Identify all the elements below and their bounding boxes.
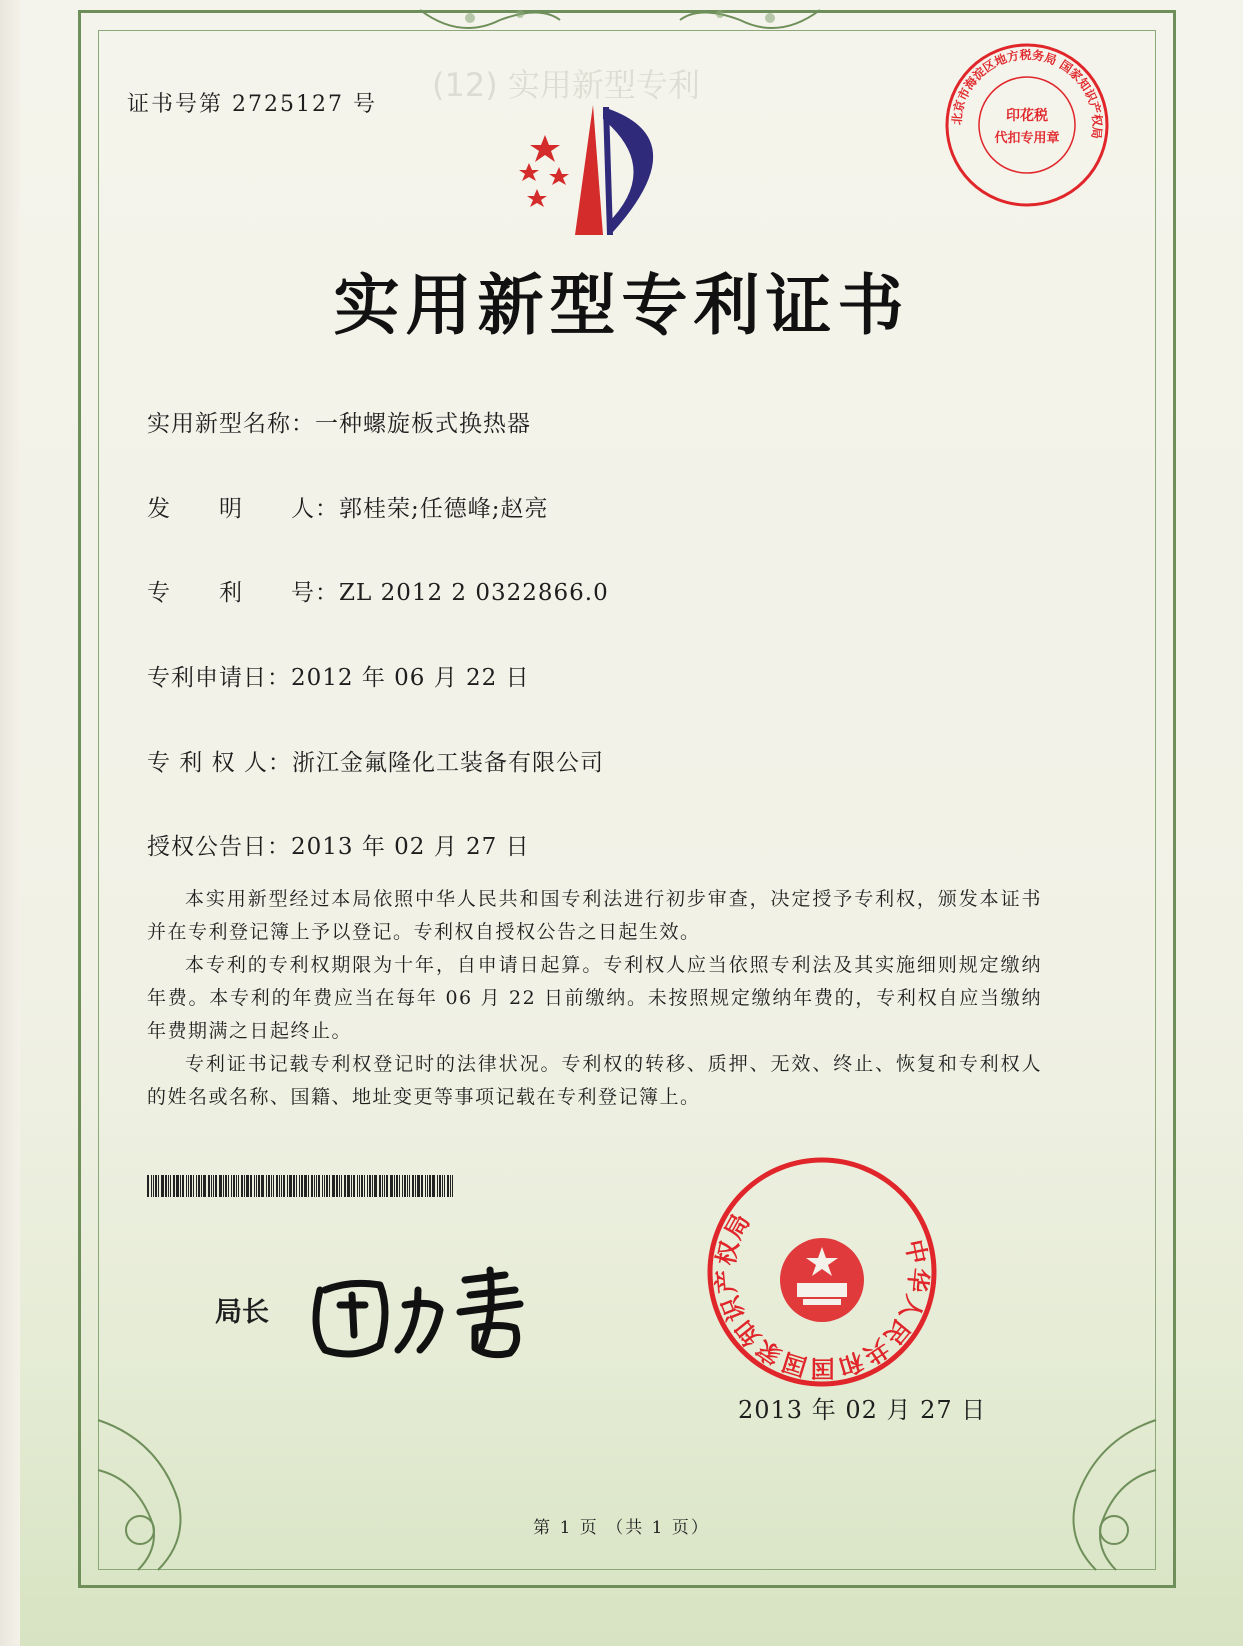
field-label: 授权公告日： — [147, 834, 291, 860]
certificate-number-value: 2725127 — [232, 92, 344, 117]
field-value: 2013 年 02 月 27 日 — [291, 834, 530, 860]
field-value: 郭桂荣;任德峰;赵亮 — [339, 496, 549, 522]
field-value: 2012 年 06 月 22 日 — [291, 665, 530, 691]
field-patentee — [147, 744, 604, 777]
watermark-header: (12) 实用新型专利 — [432, 66, 700, 104]
stamp-center-line2: 代扣专用章 — [994, 131, 1060, 146]
cnipa-logo-icon — [515, 85, 695, 245]
cnipa-official-seal — [705, 1155, 940, 1390]
body-paragraph: 本实用新型经过本局依照中华人民共和国专利法进行初步审查，决定授予专利权，颁发本证书并在专利登记簿上予以登记。专利权自授权公告之日起生效。 — [147, 888, 1042, 943]
field-filing-date — [147, 659, 530, 692]
certificate-title: 实用新型专利证书 — [333, 267, 910, 344]
field-label: 专 利 号： — [147, 580, 339, 606]
field-utility-model-name — [147, 405, 531, 438]
field-grant-date — [147, 828, 530, 861]
field-label: 发 明 人： — [147, 496, 339, 522]
page-edge — [0, 0, 20, 1646]
national-emblem-icon — [780, 1238, 864, 1322]
page-number: 第 1 页 （共 1 页） — [533, 1518, 710, 1538]
field-patent-number — [147, 574, 609, 607]
field-value: ZL 2012 2 0322866.0 — [339, 580, 609, 606]
certificate-number-suffix: 号 — [353, 92, 378, 117]
seal-date: 2013 年 02 月 27 日 — [738, 1396, 987, 1424]
field-label: 实用新型名称： — [147, 411, 315, 437]
svg-text:北京市海淀区地方税务局 国家知识产权局 — [950, 47, 1106, 140]
field-inventors — [147, 490, 549, 523]
certificate-number-label: 证书号第 — [127, 92, 224, 117]
field-label: 专利申请日： — [147, 665, 291, 691]
certificate-number — [127, 87, 377, 118]
field-value: 浙江金氟隆化工装备有限公司 — [291, 750, 604, 776]
director-signature — [300, 1250, 560, 1370]
barcode — [147, 1175, 457, 1197]
body-paragraph: 本专利的专利权期限为十年，自申请日起算。专利权人应当依照专利法及其实施细则规定缴纳年费。本专利的年费应当在每年 06 月 22 日前缴纳。未按照规定缴纳年费的，专利权自应当缴纳年费期满之日起终止。 — [147, 954, 1042, 1042]
stamp-center-line1: 印花税 — [1006, 108, 1048, 124]
stamp-ring-text: 北京市海淀区地方税务局 国家知识产权局 — [949, 47, 1105, 140]
certificate-body — [147, 883, 1042, 1114]
field-value: 一种螺旋板式换热器 — [315, 411, 531, 437]
body-paragraph: 专利证书记载专利权登记时的法律状况。专利权的转移、质押、无效、终止、恢复和专利权人的姓名或名称、国籍、地址变更等事项记载在专利登记簿上。 — [147, 1053, 1042, 1108]
field-label: 专 利 权 人： — [147, 750, 292, 776]
seal-ring-text: 中华人民共和国国家知识产权局 — [711, 1207, 933, 1383]
tax-stamp — [942, 40, 1112, 210]
director-title: 局长 — [215, 1297, 269, 1328]
